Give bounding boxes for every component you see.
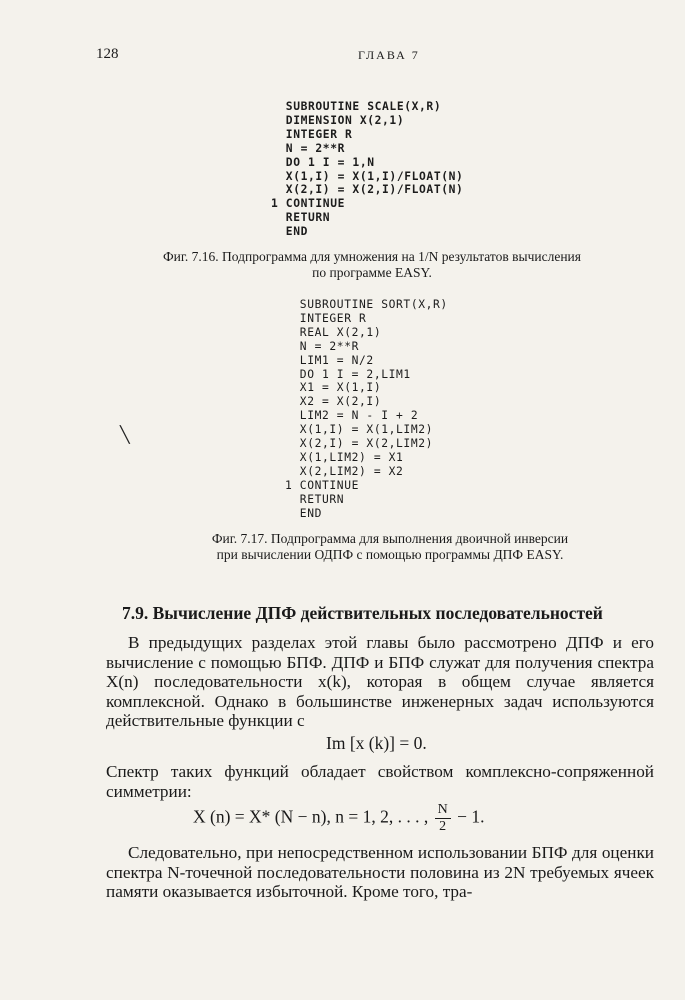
stray-mark: ╲ [120, 427, 130, 444]
fraction-n-over-2 [435, 802, 451, 835]
paragraph-conclusion: Следовательно, при непосредственном использовании БПФ для оценки спектра N-точечной последовательности половина из 2N требуемых ячеек памяти оказывается избыточной. Кроме того, тра- [106, 843, 654, 902]
code-line: END [271, 225, 309, 239]
code-line: LIM1 = N/2 [285, 353, 374, 367]
code-listing-sort [285, 298, 448, 521]
caption-line: Фиг. 7.16. Подпрограмма для умножения на 1/N результатов вычисления [163, 249, 581, 264]
page-header [96, 46, 616, 68]
code-line: REAL X(2,1) [285, 325, 382, 339]
section-title: 7.9. Вычисление ДПФ действительных последовательностей [122, 603, 603, 623]
caption-line: при вычислении ОДПФ с помощью программы ДПФ EASY. [216, 547, 564, 562]
page-number: 128 [96, 46, 119, 62]
formula-conjugate-symmetry [193, 802, 484, 835]
code-listing-scale [271, 100, 463, 239]
code-line: INTEGER R [285, 311, 367, 325]
code-line: RETURN [271, 211, 331, 225]
caption-line: по программе EASY. [312, 265, 432, 280]
code-line: DO 1 I = 1,N [271, 155, 375, 169]
code-line: SUBROUTINE SORT(X,R) [285, 298, 448, 311]
code-line: X(2,I) = X(2,LIM2) [285, 437, 434, 451]
figure-7-17-caption [150, 531, 630, 563]
running-head: ГЛАВА 7 [358, 48, 420, 62]
code-line: X(1,LIM2) = X1 [285, 450, 404, 464]
code-line: 1 CONTINUE [285, 478, 360, 492]
paragraph-symmetry: Спектр таких функций обладает свойством комплексно-сопряженной симметрии: [106, 762, 654, 801]
fraction-numerator: N [435, 802, 451, 819]
fraction-denominator: 2 [439, 819, 447, 834]
code-line: END [285, 506, 323, 520]
code-line: 1 CONTINUE [271, 197, 346, 211]
code-line: X(1,I) = X(1,I)/FLOAT(N) [271, 169, 464, 183]
code-line: X(2,I) = X(2,I)/FLOAT(N) [271, 183, 464, 197]
code-line: INTEGER R [271, 127, 353, 141]
code-line: X(1,I) = X(1,LIM2) [285, 423, 434, 437]
code-line: X1 = X(1,I) [285, 381, 382, 395]
formula-imaginary-zero: Im [x (k)] = 0. [326, 733, 427, 753]
code-line: N = 2**R [285, 339, 360, 353]
caption-line: Фиг. 7.17. Подпрограмма для выполнения двоичной инверсии [211, 531, 569, 546]
figure-7-16-caption [112, 249, 632, 281]
formula-tail: − 1. [457, 806, 485, 827]
paragraph-intro: В предыдущих разделах этой главы было рассмотрено ДПФ и его вычисление с помощью БПФ. ДПФ и БПФ служат для получения спектра X(n) последовательности x(k), которая в общем случае является комплексной. Однако в большинстве инженерных задач используются действительные функции с [106, 633, 654, 731]
formula-main: X (n) = X* (N − n), n = 1, 2, . . . , [193, 806, 429, 827]
code-line: LIM2 = N - I + 2 [285, 409, 419, 423]
code-line: SUBROUTINE SCALE(X,R) [271, 100, 442, 113]
code-line: DIMENSION X(2,1) [271, 113, 405, 127]
code-line: N = 2**R [271, 141, 346, 155]
code-line: RETURN [285, 492, 345, 506]
code-line: X(2,LIM2) = X2 [285, 464, 404, 478]
code-line: X2 = X(2,I) [285, 395, 382, 409]
code-line: DO 1 I = 2,LIM1 [285, 367, 411, 381]
